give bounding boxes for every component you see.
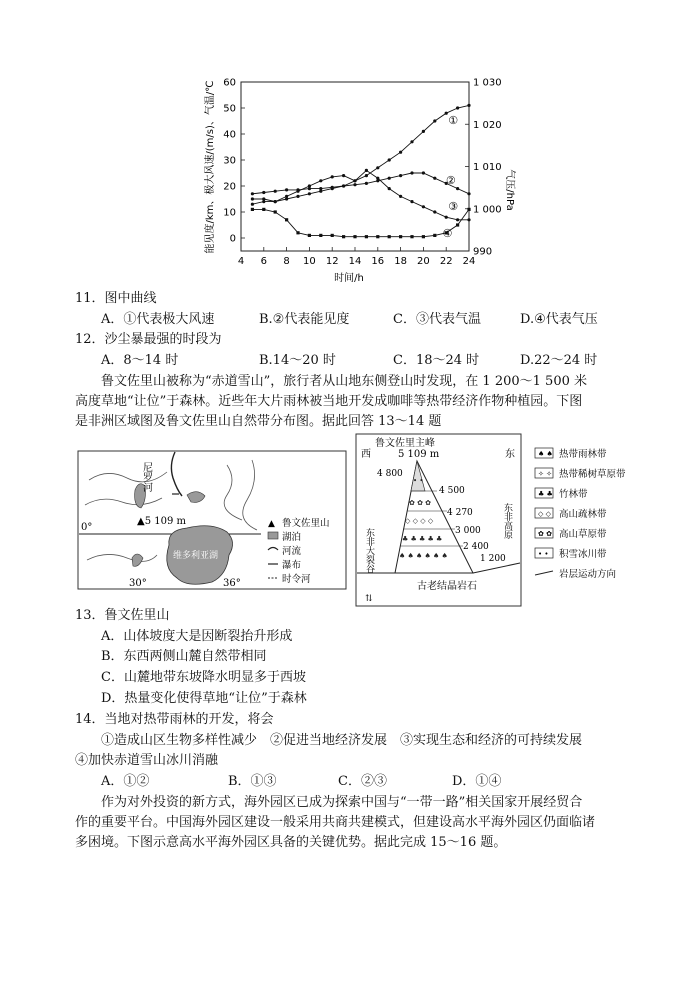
summit-label: 5 109 m <box>398 449 440 460</box>
y-left-tick-label: 10 <box>223 207 236 219</box>
q14-statements-1: ①造成山区生物多样性减少 ②促进当地经济发展 ③实现生态和经济的可持续发展 <box>101 733 583 748</box>
passage1-line2: 高度草地“让位”于森林。近些年大片雨林被当地开发成咖啡等热带经济作物种植园。下图 <box>75 394 583 409</box>
series-4-point <box>388 235 391 238</box>
y-right-tick-label: 1 020 <box>473 119 502 131</box>
y-left-tick-label: 50 <box>223 103 236 115</box>
series-2-point <box>285 188 288 191</box>
series-2-point <box>422 171 425 174</box>
q13-option-d[interactable]: D．热量变化使得草地“让位”于森林 <box>101 691 307 706</box>
series-3-point <box>456 218 459 221</box>
series-3-point <box>422 205 425 208</box>
series-4-point <box>296 231 299 234</box>
q14-option-b[interactable]: B．①③ <box>228 774 277 789</box>
series-3-point <box>251 197 254 200</box>
q11-option-b[interactable]: B.②代表能见度 <box>259 312 350 327</box>
west-label: 西 <box>361 449 371 460</box>
series-2-point <box>251 192 254 195</box>
q14-statements-2: ④加快赤道雪山冰川消融 <box>75 753 219 768</box>
q14-option-d[interactable]: D．①④ <box>452 774 502 789</box>
series-4-point <box>308 234 311 237</box>
x-tick-label: 4 <box>237 256 245 267</box>
series-2-point <box>319 187 322 190</box>
svg-text:♣ ♣: ♣ ♣ <box>538 490 553 498</box>
series-4-point <box>353 235 356 238</box>
series-1-point <box>456 106 459 109</box>
q13-option-c[interactable]: C．山麓地带东坡降水明显多于西坡 <box>101 670 306 685</box>
series-3-point <box>445 216 448 219</box>
series-1-point <box>410 140 413 143</box>
lake-label: 维多利亚湖 <box>173 551 219 561</box>
svg-text:高山疏林带: 高山疏林带 <box>559 509 607 520</box>
svg-text:♣ ♣ ♣ ♣ ♣: ♣ ♣ ♣ ♣ ♣ <box>402 535 443 543</box>
q12-stem: 12．沙尘暴最强的时段为 <box>75 332 222 347</box>
series-1-point <box>308 192 311 195</box>
y-right-tick-label: 1 030 <box>473 77 502 89</box>
q11-option-a[interactable]: A．①代表极大风速 <box>101 312 215 327</box>
series-4-point <box>331 234 334 237</box>
lon-36-label: 36° <box>223 578 241 589</box>
series-3-point <box>274 200 277 203</box>
y-right-tick-label: 990 <box>473 246 493 258</box>
q12-option-a[interactable]: A．8～14 时 <box>101 353 179 368</box>
svg-text:1 200: 1 200 <box>480 554 506 564</box>
rift-label: 东非大裂谷 <box>364 528 374 573</box>
y-left-tick-label: 30 <box>223 155 236 167</box>
svg-text:◇ ◇ ◇ ◇: ◇ ◇ ◇ ◇ <box>405 517 434 525</box>
svg-text:◇ ◇: ◇ ◇ <box>538 510 551 518</box>
series-4-point <box>399 235 402 238</box>
svg-text:• •: • • <box>538 550 549 558</box>
series-3-point <box>399 195 402 198</box>
series-1-point <box>422 130 425 133</box>
series-3-point <box>365 169 368 172</box>
plot-frame <box>241 82 469 251</box>
x-tick-label: 10 <box>303 256 316 267</box>
curve-label-1: ① <box>448 114 459 127</box>
series-3-point <box>262 197 265 200</box>
series-1-point <box>376 166 379 169</box>
passage2-line1: 作为对外投资的新方式，海外园区已成为探索中国与“一带一路”相关国家开展经贸合 <box>101 795 583 810</box>
series-2-point <box>410 171 413 174</box>
svg-text:鲁文佐里山: 鲁文佐里山 <box>282 518 330 529</box>
east-plateau-label: 东非高原 <box>502 503 512 539</box>
profile-title: 鲁文佐里主峰 <box>375 438 435 449</box>
passage1-line1: 鲁文佐里山被称为“赤道雪山”，旅行者从山地东侧登山时发现，在 1 200～1 500 米 <box>101 374 587 389</box>
east-label: 东 <box>505 449 515 460</box>
series-1-point <box>388 158 391 161</box>
svg-text:▲: ▲ <box>268 519 275 529</box>
svg-text:时令河: 时令河 <box>282 574 311 585</box>
passage1-line3: 是非洲区域图及鲁文佐里山自然带分布图。据此回答 13～14 题 <box>75 414 442 429</box>
series-2-point <box>353 183 356 186</box>
series-3-point <box>376 177 379 180</box>
series-2-point <box>331 186 334 189</box>
series-4-point <box>376 235 379 238</box>
profile-legend <box>533 447 663 607</box>
series-4-point <box>342 235 345 238</box>
q11-option-d[interactable]: D.④代表气压 <box>520 312 598 327</box>
series-2-point <box>262 191 265 194</box>
series-4-point <box>456 223 459 226</box>
svg-text:⇅: ⇅ <box>365 594 373 604</box>
series-3-point <box>410 200 413 203</box>
series-2-point <box>467 192 470 195</box>
series-3-point <box>285 195 288 198</box>
series-2-point <box>456 187 459 190</box>
q11-option-c[interactable]: C．③代表气温 <box>393 312 481 327</box>
svg-text:4 270: 4 270 <box>447 508 473 518</box>
svg-text:• •: • • <box>413 477 424 485</box>
series-4-point <box>285 218 288 221</box>
series-3-point <box>388 187 391 190</box>
series-line-1 <box>252 105 469 204</box>
x-tick-label: 24 <box>462 256 476 267</box>
y-left-tick-label: 40 <box>223 129 236 141</box>
series-1-point <box>365 174 368 177</box>
series-2-point <box>365 182 368 185</box>
series-1-point <box>399 151 402 154</box>
q13-option-a[interactable]: A．山体坡度大是因断裂抬升形成 <box>101 629 293 644</box>
y-right-tick-label: 1 010 <box>473 162 502 173</box>
svg-text:2 400: 2 400 <box>463 542 489 552</box>
svg-text:3 000: 3 000 <box>455 526 481 536</box>
x-tick-label: 16 <box>371 256 385 267</box>
series-3-point <box>433 210 436 213</box>
lon-30-label: 30° <box>129 578 147 589</box>
series-1-point <box>433 119 436 122</box>
series-4-point <box>365 235 368 238</box>
lat-0-label: 0° <box>81 522 93 533</box>
y-left-tick-label: 60 <box>223 77 236 89</box>
natural-zone-profile <box>355 433 522 607</box>
svg-text:♠ ♠ ♠ ♠ ♠ ♠: ♠ ♠ ♠ ♠ ♠ ♠ <box>399 552 448 560</box>
chart-svg <box>196 70 516 284</box>
x-tick-label: 12 <box>325 256 339 267</box>
curve-label-4: ④ <box>442 227 453 241</box>
y-axis-left-label: 能见度/km、极大风速/(m/s)、气温/℃ <box>205 80 216 254</box>
series-4-point <box>467 208 470 211</box>
svg-text:竹林带: 竹林带 <box>559 489 588 500</box>
svg-text:岩层运动方向: 岩层运动方向 <box>559 569 617 580</box>
q14-option-c[interactable]: C．②③ <box>338 774 387 789</box>
q14-stem: 14．当地对热带雨林的开发，将会 <box>75 712 274 727</box>
y-axis-right-label: 气压/hPa <box>504 169 515 211</box>
svg-text:湖泊: 湖泊 <box>282 532 302 543</box>
passage2-line2: 作的重要平台。中国海外园区建设一般采用共商共建模式，但建设高水平海外园区仍面临诸 <box>75 815 596 830</box>
x-axis-label: 时间/h <box>334 273 364 284</box>
svg-text:瀑布: 瀑布 <box>282 560 302 571</box>
svg-text:✿ ✿ ✿: ✿ ✿ ✿ <box>409 499 432 507</box>
svg-text:4 500: 4 500 <box>439 486 465 496</box>
q12-option-c[interactable]: C．18～24 时 <box>393 353 480 368</box>
x-tick-label: 8 <box>283 256 290 267</box>
series-1-point <box>467 104 470 107</box>
series-2-point <box>342 184 345 187</box>
svg-text:热带稀树草原带: 热带稀树草原带 <box>559 469 626 480</box>
series-3-point <box>296 190 299 193</box>
series-4-point <box>274 210 277 213</box>
q11-stem: 11．图中曲线 <box>75 291 157 306</box>
curve-label-3: ③ <box>448 199 459 213</box>
svg-text:热带雨林带: 热带雨林带 <box>559 449 607 460</box>
series-3-point <box>319 179 322 182</box>
svg-text:高山草原带: 高山草原带 <box>559 529 607 540</box>
svg-text:河流: 河流 <box>282 546 302 557</box>
series-4-point <box>433 234 436 237</box>
series-4-point <box>422 235 425 238</box>
series-4-point <box>319 234 322 237</box>
line-chart <box>196 70 516 284</box>
series-4-point <box>251 208 254 211</box>
series-2-point <box>433 177 436 180</box>
x-tick-label: 14 <box>348 256 362 267</box>
series-3-point <box>342 174 345 177</box>
svg-text:积雪冰川带: 积雪冰川带 <box>559 549 607 560</box>
x-tick-label: 18 <box>394 256 407 267</box>
q12-option-b[interactable]: B.14～20 时 <box>259 353 336 368</box>
svg-text:♠ ♠: ♠ ♠ <box>538 450 553 458</box>
q12-option-d[interactable]: D.22～24 时 <box>520 353 598 368</box>
series-1-point <box>251 203 254 206</box>
y-left-tick-label: 20 <box>223 181 236 193</box>
svg-text:4 800: 4 800 <box>377 469 403 479</box>
curve-label-2: ② <box>445 173 456 187</box>
q13-stem: 13．鲁文佐里山 <box>75 608 170 623</box>
nile-label: 尼罗河 <box>140 462 152 492</box>
series-2-point <box>274 190 277 193</box>
series-1-point <box>296 195 299 198</box>
series-3-point <box>353 179 356 182</box>
q13-option-b[interactable]: B．东西两侧山麓自然带相同 <box>101 649 267 664</box>
svg-text:✧ ✧: ✧ ✧ <box>538 470 552 478</box>
y-left-tick-label: 0 <box>229 233 236 245</box>
series-4-point <box>262 208 265 211</box>
rock-label: 古老结晶岩石 <box>417 581 477 592</box>
africa-region-map <box>77 450 347 590</box>
series-line-4 <box>252 209 469 236</box>
series-3-point <box>467 218 470 221</box>
svg-text:✿ ✿: ✿ ✿ <box>538 530 552 538</box>
x-tick-label: 20 <box>417 256 430 267</box>
series-2-point <box>399 174 402 177</box>
y-right-tick-label: 1 000 <box>473 204 502 216</box>
x-tick-label: 6 <box>260 256 267 267</box>
series-3-point <box>331 175 334 178</box>
series-2-point <box>388 177 391 180</box>
x-tick-label: 22 <box>439 256 453 267</box>
q14-option-a[interactable]: A．①② <box>101 774 150 789</box>
passage2-line3: 多困境。下图示意高水平海外园区具备的关键优势。据此完成 15～16 题。 <box>75 835 507 850</box>
series-3-point <box>308 184 311 187</box>
series-4-point <box>410 235 413 238</box>
peak-label: ▲5 109 m <box>137 516 186 527</box>
